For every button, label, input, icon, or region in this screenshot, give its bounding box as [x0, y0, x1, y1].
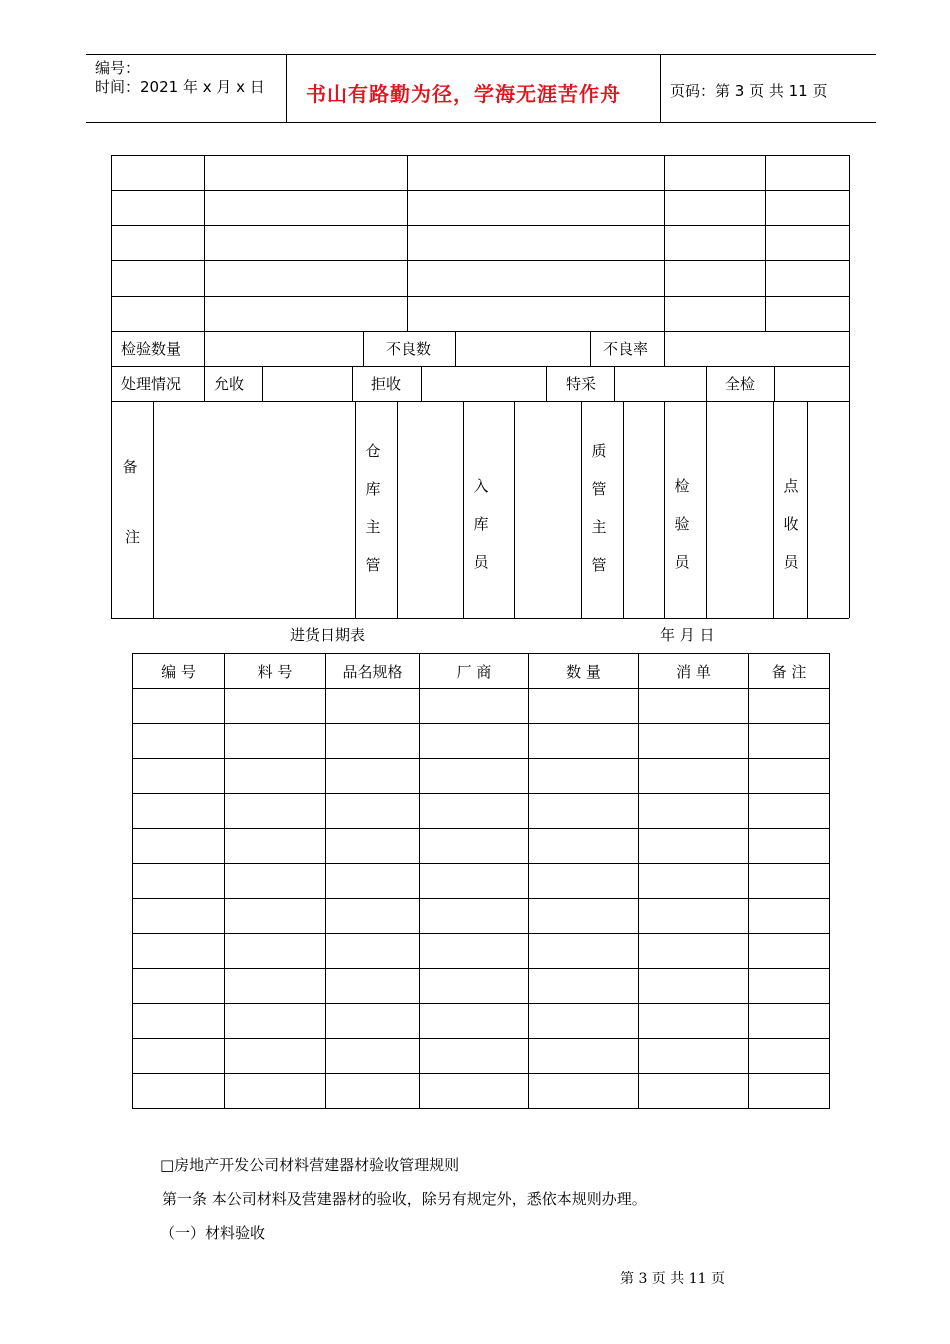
table-cell[interactable] [420, 759, 529, 794]
table-row [133, 899, 830, 934]
header-divider-left [286, 54, 287, 122]
table-cell[interactable] [529, 794, 639, 829]
table-cell[interactable] [529, 759, 639, 794]
table-cell[interactable] [225, 864, 326, 899]
table-cell[interactable] [133, 1004, 225, 1039]
col-header: 料 号 [225, 654, 326, 689]
table-cell[interactable] [225, 759, 326, 794]
table-cell[interactable] [749, 1074, 830, 1109]
table-cell[interactable] [225, 829, 326, 864]
table-cell[interactable] [326, 1004, 420, 1039]
form-col-line [706, 401, 707, 618]
col-header: 消 单 [639, 654, 749, 689]
receipt-date-label: 年 月 日 [660, 626, 715, 644]
table-cell[interactable] [639, 934, 749, 969]
form-col-line [455, 331, 456, 366]
handling-label: 处理情况 [121, 375, 182, 393]
table-cell[interactable] [420, 969, 529, 1004]
footer-page-number: 第 3 页 共 11 页 [620, 1271, 725, 1287]
form-border [111, 618, 849, 619]
table-cell[interactable] [639, 1074, 749, 1109]
qc-manager-label [590, 432, 608, 584]
table-cell[interactable] [326, 1074, 420, 1109]
table-cell[interactable] [749, 899, 830, 934]
table-row [133, 759, 830, 794]
table-cell[interactable] [749, 724, 830, 759]
form-row-line [111, 260, 849, 261]
form-col-line [581, 401, 582, 618]
table-cell[interactable] [225, 794, 326, 829]
remark-char: 注 [125, 528, 141, 546]
table-cell[interactable] [133, 934, 225, 969]
warehouse-char: 管 [365, 556, 381, 574]
table-cell[interactable] [133, 794, 225, 829]
table-cell[interactable] [133, 899, 225, 934]
table-row [133, 724, 830, 759]
table-cell[interactable] [420, 689, 529, 724]
form-border [849, 155, 850, 618]
table-row [133, 934, 830, 969]
full-check-label: 全检 [725, 375, 756, 393]
table-cell[interactable] [133, 1074, 225, 1109]
form-col-line [153, 401, 154, 618]
table-cell[interactable] [639, 724, 749, 759]
header-bottom-rule [86, 122, 876, 123]
table-cell[interactable] [749, 829, 830, 864]
table-cell[interactable] [529, 829, 639, 864]
rule-title: □房地产开发公司材料营建器材验收管理规则 [160, 1156, 460, 1174]
form-col-line [407, 155, 408, 331]
qc-char: 管 [591, 480, 607, 498]
table-cell[interactable] [326, 934, 420, 969]
table-cell[interactable] [420, 1074, 529, 1109]
form-col-line [546, 366, 547, 401]
form-col-line [204, 155, 205, 331]
storekeeper-char: 库 [473, 515, 489, 533]
form-col-line [590, 331, 591, 366]
form-border [111, 155, 849, 156]
table-cell[interactable] [529, 689, 639, 724]
table-cell[interactable] [749, 689, 830, 724]
table-cell[interactable] [529, 864, 639, 899]
table-cell[interactable] [529, 1074, 639, 1109]
form-col-line [614, 366, 615, 401]
table-row [133, 794, 830, 829]
table-cell[interactable] [749, 969, 830, 1004]
warehouse-manager-label [364, 432, 382, 584]
warehouse-char: 库 [365, 480, 381, 498]
header-top-rule [86, 54, 876, 55]
inspection-qty-label: 检验数量 [121, 340, 182, 358]
form-col-line [664, 331, 665, 366]
form-col-line [352, 366, 353, 401]
table-cell[interactable] [639, 864, 749, 899]
table-cell[interactable] [225, 969, 326, 1004]
form-col-line [397, 401, 398, 618]
reject-label: 拒收 [371, 375, 402, 393]
table-cell[interactable] [420, 864, 529, 899]
warehouse-char: 主 [365, 518, 381, 536]
table-cell[interactable] [639, 759, 749, 794]
defect-count-label: 不良数 [386, 340, 432, 358]
col-header: 编 号 [133, 654, 225, 689]
form-col-line [262, 366, 263, 401]
table-cell[interactable] [225, 934, 326, 969]
table-cell[interactable] [639, 969, 749, 1004]
table-cell[interactable] [326, 689, 420, 724]
special-label: 特采 [566, 375, 597, 393]
table-cell[interactable] [420, 934, 529, 969]
form-row-line [111, 225, 849, 226]
form-col-line [706, 366, 707, 401]
table-cell[interactable] [133, 969, 225, 1004]
accept-label: 允收 [214, 375, 245, 393]
table-cell[interactable] [529, 1039, 639, 1074]
col-header: 品名规格 [326, 654, 420, 689]
table-cell[interactable] [420, 1004, 529, 1039]
table-cell[interactable] [749, 1004, 830, 1039]
receiver-label [782, 467, 800, 581]
form-col-line [664, 401, 665, 618]
remark-char: 备 [122, 458, 138, 476]
table-row [133, 689, 830, 724]
table-cell[interactable] [749, 794, 830, 829]
qc-char: 主 [591, 518, 607, 536]
header-time-label: 时间：2021 年 x 月 x 日 [95, 78, 265, 96]
table-cell[interactable] [326, 759, 420, 794]
receiver-char: 员 [783, 553, 799, 571]
form-col-line [363, 331, 364, 366]
table-cell[interactable] [326, 829, 420, 864]
form-row-line [111, 401, 849, 402]
qc-char: 管 [591, 556, 607, 574]
form-col-line [623, 401, 624, 618]
table-cell[interactable] [225, 1074, 326, 1109]
table-cell[interactable] [225, 899, 326, 934]
table-cell[interactable] [420, 794, 529, 829]
table-cell[interactable] [133, 689, 225, 724]
table-cell[interactable] [529, 1004, 639, 1039]
form-col-line [774, 366, 775, 401]
table-cell[interactable] [749, 864, 830, 899]
table-cell[interactable] [225, 724, 326, 759]
form-col-line [204, 331, 205, 366]
inspector-char: 验 [674, 515, 690, 533]
table-cell[interactable] [639, 689, 749, 724]
form-col-line [421, 366, 422, 401]
defect-rate-label: 不良率 [603, 340, 649, 358]
table-cell[interactable] [326, 724, 420, 759]
receipt-table-title: 进货日期表 [290, 626, 366, 644]
receiver-char: 收 [783, 515, 799, 533]
table-cell[interactable] [749, 759, 830, 794]
form-col-line [765, 155, 766, 331]
inspector-char: 员 [674, 553, 690, 571]
col-header: 厂 商 [420, 654, 529, 689]
article-1: 第一条 本公司材料及营建器材的验收，除另有规定外，悉依本规则办理。 [162, 1190, 647, 1208]
receipt-table [132, 653, 830, 1109]
table-row [133, 1004, 830, 1039]
table-cell[interactable] [225, 689, 326, 724]
table-cell[interactable] [420, 724, 529, 759]
receipt-header-row [133, 654, 830, 689]
table-cell[interactable] [639, 1039, 749, 1074]
qc-char: 质 [591, 442, 607, 460]
table-cell[interactable] [639, 829, 749, 864]
table-cell[interactable] [133, 1039, 225, 1074]
receipt-body [133, 689, 830, 1109]
header-number-label: 编号： [95, 59, 141, 77]
form-col-line [204, 366, 205, 401]
table-cell[interactable] [529, 934, 639, 969]
form-col-line [664, 155, 665, 331]
storekeeper-label [472, 467, 490, 581]
warehouse-char: 仓 [365, 442, 381, 460]
table-cell[interactable] [133, 724, 225, 759]
header-divider-right [660, 54, 661, 122]
table-cell[interactable] [225, 1004, 326, 1039]
table-row [133, 864, 830, 899]
form-row-line [111, 331, 849, 332]
table-row [133, 829, 830, 864]
inspector-label [673, 467, 691, 581]
table-cell[interactable] [420, 1039, 529, 1074]
table-cell[interactable] [326, 969, 420, 1004]
table-row [133, 969, 830, 1004]
table-cell[interactable] [326, 794, 420, 829]
form-col-line [463, 401, 464, 618]
table-cell[interactable] [326, 899, 420, 934]
header-motto: 书山有路勤为径，学海无涯苦作舟 [306, 82, 621, 106]
form-col-line [807, 401, 808, 618]
remark-label [121, 432, 139, 572]
table-cell[interactable] [326, 1039, 420, 1074]
table-cell[interactable] [639, 899, 749, 934]
form-col-line [355, 401, 356, 618]
table-row [133, 1039, 830, 1074]
form-row-line [111, 366, 849, 367]
form-col-line [773, 401, 774, 618]
table-cell[interactable] [529, 899, 639, 934]
table-cell[interactable] [133, 864, 225, 899]
table-cell[interactable] [639, 794, 749, 829]
table-cell[interactable] [326, 864, 420, 899]
col-header: 数 量 [529, 654, 639, 689]
section-1-heading: （一）材料验收 [160, 1224, 266, 1242]
table-cell[interactable] [133, 759, 225, 794]
table-cell[interactable] [225, 1039, 326, 1074]
table-cell[interactable] [420, 829, 529, 864]
header-page-label: 页码：第 3 页 共 11 页 [670, 82, 828, 100]
inspector-char: 检 [674, 477, 690, 495]
table-cell[interactable] [133, 829, 225, 864]
col-header: 备 注 [749, 654, 830, 689]
form-row-line [111, 190, 849, 191]
form-row-line [111, 296, 849, 297]
form-col-line [514, 401, 515, 618]
table-cell[interactable] [420, 899, 529, 934]
table-cell[interactable] [529, 969, 639, 1004]
table-cell[interactable] [639, 1004, 749, 1039]
table-cell[interactable] [529, 724, 639, 759]
table-row [133, 1074, 830, 1109]
table-cell[interactable] [749, 934, 830, 969]
receiver-char: 点 [783, 477, 799, 495]
table-cell[interactable] [749, 1039, 830, 1074]
storekeeper-char: 员 [473, 553, 489, 571]
storekeeper-char: 入 [473, 477, 489, 495]
